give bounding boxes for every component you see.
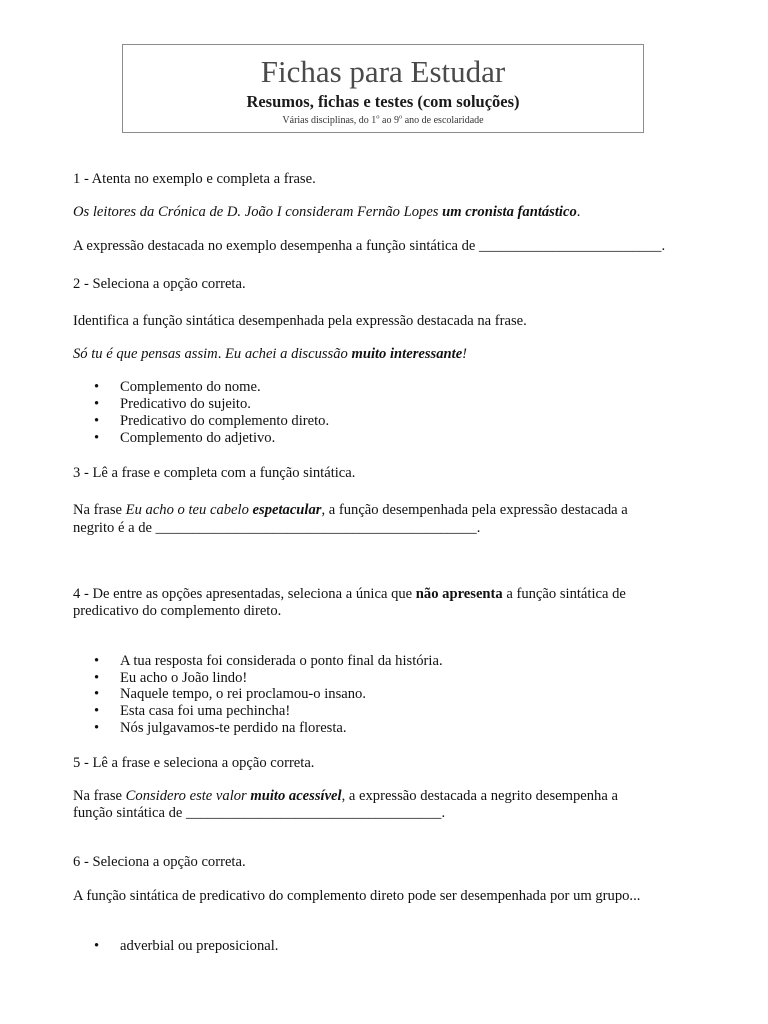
q5-line2: função sintática de ___________________________________. xyxy=(73,805,446,821)
document-header xyxy=(122,44,644,133)
q2-sentence: Só tu é que pensas assim. Eu achei a discussão muito interessante! xyxy=(73,346,468,362)
q3-heading: 3 - Lê a frase e completa com a função sintática. xyxy=(73,465,356,481)
q3-line1: Na frase Eu acho o teu cabelo espetacular, a função desempenhada pela expressão destacada a xyxy=(73,502,628,518)
q4-option: • Eu acho o João lindo! xyxy=(120,670,247,687)
q4-line1: 4 - De entre as opções apresentadas, seleciona a única que não apresenta a função sintática de xyxy=(73,586,626,602)
header-title: Fichas para Estudar xyxy=(260,54,506,89)
q6-prompt: A função sintática de predicativo do complemento direto pode ser desempenhada por um grupo... xyxy=(73,888,641,904)
q2-option: • Predicativo do sujeito. xyxy=(120,396,251,413)
header-subtitle: Resumos, fichas e testes (com soluções) xyxy=(246,92,520,111)
q1-prompt: A expressão destacada no exemplo desempenha a função sintática de _________________________. xyxy=(73,238,666,254)
q1-heading: 1 - Atenta no exemplo e completa a frase. xyxy=(73,171,316,187)
q2-option: • Complemento do adjetivo. xyxy=(120,430,275,447)
q3-line2: negrito é a de ____________________________________________. xyxy=(73,520,481,536)
q4-option: • Esta casa foi uma pechincha! xyxy=(120,703,290,720)
q2-option: • Predicativo do complemento direto. xyxy=(120,413,329,430)
header-note: Várias disciplinas, do 1$^o$ ao 9$^o$ ano de escolaridade xyxy=(282,113,484,126)
q2-instruction: Identifica a função sintática desempenhada pela expressão destacada na frase. xyxy=(73,313,527,329)
q5-line1: Na frase Considero este valor muito acessível, a expressão destacada a negrito desempenha a xyxy=(73,788,618,804)
q4-option: • Naquele tempo, o rei proclamou-o insano. xyxy=(120,686,366,703)
q5-heading: 5 - Lê a frase e seleciona a opção correta. xyxy=(73,755,315,771)
q2-heading: 2 - Seleciona a opção correta. xyxy=(73,276,246,292)
q6-heading: 6 - Seleciona a opção correta. xyxy=(73,854,246,870)
q2-option: • Complemento do nome. xyxy=(120,379,261,396)
q6-option: • adverbial ou preposicional. xyxy=(120,938,278,955)
q4-line2: predicativo do complemento direto. xyxy=(73,603,282,619)
q1-example: Os leitores da Crónica de D. João I consideram Fernão Lopes um cronista fantástico. xyxy=(73,204,581,220)
q4-option: • Nós julgavamos-te perdido na floresta. xyxy=(120,720,347,737)
q4-option: • A tua resposta foi considerada o ponto final da história. xyxy=(120,653,443,670)
